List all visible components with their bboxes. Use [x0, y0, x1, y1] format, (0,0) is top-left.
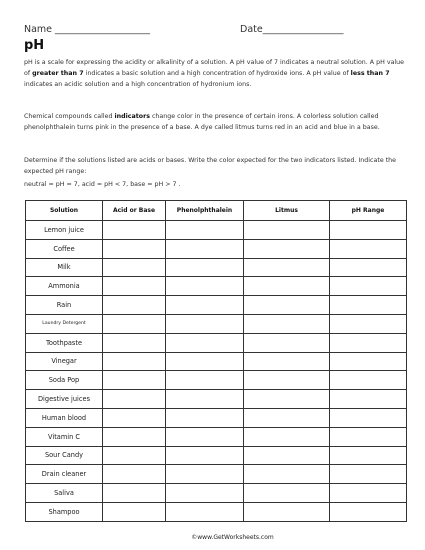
table-row — [26, 371, 407, 390]
ph-ranges-line: neutral = pH = 7, acid = pH < 7, base = pH > 7 . — [24, 181, 181, 188]
ph-range-answer-cell[interactable] — [330, 465, 407, 484]
phenolphthalein-answer-cell[interactable] — [166, 221, 244, 240]
ph-range-answer-cell[interactable] — [330, 314, 407, 333]
ph-range-answer-cell[interactable] — [330, 239, 407, 258]
intro-bold-less: less than 7 — [350, 69, 390, 77]
ph-range-answer-cell[interactable] — [330, 408, 407, 427]
acid-or-base-answer-cell[interactable] — [103, 277, 166, 296]
phenolphthalein-answer-cell[interactable] — [166, 258, 244, 277]
acid-or-base-answer-cell[interactable] — [103, 333, 166, 352]
acid-or-base-answer-cell[interactable] — [103, 296, 166, 315]
table-row — [26, 465, 407, 484]
phenolphthalein-answer-cell[interactable] — [166, 390, 244, 409]
header-ph-range: pH Range — [330, 201, 407, 221]
acid-or-base-answer-cell[interactable] — [103, 427, 166, 446]
solution-name: Vinegar — [26, 352, 103, 371]
ph-range-answer-cell[interactable] — [330, 371, 407, 390]
solution-name: Toothpaste — [26, 333, 103, 352]
ph-range-answer-cell[interactable] — [330, 296, 407, 315]
phenolphthalein-answer-cell[interactable] — [166, 277, 244, 296]
worksheet-page — [20, 0, 405, 550]
solution-name: Human blood — [26, 408, 103, 427]
intro-paragraph-ph-scale — [24, 58, 406, 91]
litmus-answer-cell[interactable] — [244, 446, 330, 465]
phenolphthalein-answer-cell[interactable] — [166, 465, 244, 484]
date-label: Date_________________ — [240, 24, 344, 35]
phenolphthalein-answer-cell[interactable] — [166, 408, 244, 427]
table-row — [26, 314, 407, 333]
litmus-answer-cell[interactable] — [244, 390, 330, 409]
intro-text: pH is a scale for expressing the acidity or alkalinity of a solution. A pH value of 7 indicates a neutral solution. A pH value of — [24, 59, 405, 77]
table-row — [26, 258, 407, 277]
acid-or-base-answer-cell[interactable] — [103, 371, 166, 390]
table-row — [26, 502, 407, 521]
intro-bold-greater: greater than 7 — [32, 69, 84, 77]
table-row — [26, 484, 407, 503]
solution-name: Digestive juices — [26, 390, 103, 409]
page-title: pH — [24, 38, 45, 53]
ph-range-answer-cell[interactable] — [330, 277, 407, 296]
table-row — [26, 427, 407, 446]
litmus-answer-cell[interactable] — [244, 352, 330, 371]
table-row — [26, 408, 407, 427]
ph-range-answer-cell[interactable] — [330, 333, 407, 352]
table-row — [26, 221, 407, 240]
ph-range-answer-cell[interactable] — [330, 427, 407, 446]
header-acid-or-base: Acid or Base — [103, 201, 166, 221]
header-phenolphthalein: Phenolphthalein — [166, 201, 244, 221]
litmus-answer-cell[interactable] — [244, 408, 330, 427]
solutions-table — [25, 200, 407, 522]
solution-name: Drain cleaner — [26, 465, 103, 484]
name-date-row — [24, 24, 404, 35]
litmus-answer-cell[interactable] — [244, 258, 330, 277]
acid-or-base-answer-cell[interactable] — [103, 221, 166, 240]
ph-range-answer-cell[interactable] — [330, 258, 407, 277]
litmus-answer-cell[interactable] — [244, 296, 330, 315]
solution-name: Ammonia — [26, 277, 103, 296]
phenolphthalein-answer-cell[interactable] — [166, 352, 244, 371]
phenolphthalein-answer-cell[interactable] — [166, 484, 244, 503]
ph-range-answer-cell[interactable] — [330, 446, 407, 465]
intro-paragraph-indicators — [24, 112, 406, 134]
phenolphthalein-answer-cell[interactable] — [166, 502, 244, 521]
ph-range-answer-cell[interactable] — [330, 221, 407, 240]
solution-name: Shampoo — [26, 502, 103, 521]
phenolphthalein-answer-cell[interactable] — [166, 296, 244, 315]
solution-name: Milk — [26, 258, 103, 277]
acid-or-base-answer-cell[interactable] — [103, 314, 166, 333]
litmus-answer-cell[interactable] — [244, 371, 330, 390]
table-row — [26, 352, 407, 371]
header-solution: Solution — [26, 201, 103, 221]
litmus-answer-cell[interactable] — [244, 484, 330, 503]
header-litmus: Litmus — [244, 201, 330, 221]
solution-name: Lemon juice — [26, 221, 103, 240]
phenolphthalein-answer-cell[interactable] — [166, 314, 244, 333]
phenolphthalein-answer-cell[interactable] — [166, 333, 244, 352]
litmus-answer-cell[interactable] — [244, 502, 330, 521]
solution-name: Laundry Detergent — [26, 314, 103, 333]
litmus-answer-cell[interactable] — [244, 221, 330, 240]
acid-or-base-answer-cell[interactable] — [103, 390, 166, 409]
table-row — [26, 333, 407, 352]
ph-range-answer-cell[interactable] — [330, 484, 407, 503]
name-label: Name ____________________ — [24, 24, 151, 35]
instructions-paragraph: Determine if the solutions listed are acids or bases. Write the color expected for the two indicators listed. Indicate the expected pH range: — [24, 157, 397, 175]
indicators-text: Chemical compounds called — [24, 113, 115, 120]
intro-text: indicates an acidic solution and a high concentration of hydronium ions. — [24, 80, 252, 88]
ph-range-answer-cell[interactable] — [330, 502, 407, 521]
table-row — [26, 239, 407, 258]
solution-name: Soda Pop — [26, 371, 103, 390]
litmus-answer-cell[interactable] — [244, 427, 330, 446]
acid-or-base-answer-cell[interactable] — [103, 446, 166, 465]
acid-or-base-answer-cell[interactable] — [103, 408, 166, 427]
intro-text: indicates a basic solution and a high concentration of hydroxide ions. A pH value of — [83, 69, 351, 77]
phenolphthalein-answer-cell[interactable] — [166, 239, 244, 258]
acid-or-base-answer-cell[interactable] — [103, 502, 166, 521]
table-header-row — [26, 201, 407, 221]
acid-or-base-answer-cell[interactable] — [103, 352, 166, 371]
indicators-text: change color in the presence of certain irons. A colorless solution called phenolphthalein turns pink in the presence of a base. A dye called litmus turns red in an acid and blue in a base. — [24, 113, 380, 131]
solution-name: Saliva — [26, 484, 103, 503]
acid-or-base-answer-cell[interactable] — [103, 239, 166, 258]
phenolphthalein-answer-cell[interactable] — [166, 371, 244, 390]
indicators-bold: indicators — [114, 113, 150, 120]
copyright-footer: ©www.GetWorksheets.com — [191, 534, 274, 541]
litmus-answer-cell[interactable] — [244, 277, 330, 296]
ph-range-answer-cell[interactable] — [330, 390, 407, 409]
solution-name: Sour Candy — [26, 446, 103, 465]
table-row — [26, 296, 407, 315]
solution-name: Vitamin C — [26, 427, 103, 446]
litmus-answer-cell[interactable] — [244, 314, 330, 333]
acid-or-base-answer-cell[interactable] — [103, 465, 166, 484]
phenolphthalein-answer-cell[interactable] — [166, 446, 244, 465]
solution-name: Coffee — [26, 239, 103, 258]
litmus-answer-cell[interactable] — [244, 333, 330, 352]
table-row — [26, 277, 407, 296]
table-row — [26, 446, 407, 465]
litmus-answer-cell[interactable] — [244, 239, 330, 258]
acid-or-base-answer-cell[interactable] — [103, 258, 166, 277]
table-row — [26, 390, 407, 409]
acid-or-base-answer-cell[interactable] — [103, 484, 166, 503]
litmus-answer-cell[interactable] — [244, 465, 330, 484]
solution-name: Rain — [26, 296, 103, 315]
phenolphthalein-answer-cell[interactable] — [166, 427, 244, 446]
ph-range-answer-cell[interactable] — [330, 352, 407, 371]
